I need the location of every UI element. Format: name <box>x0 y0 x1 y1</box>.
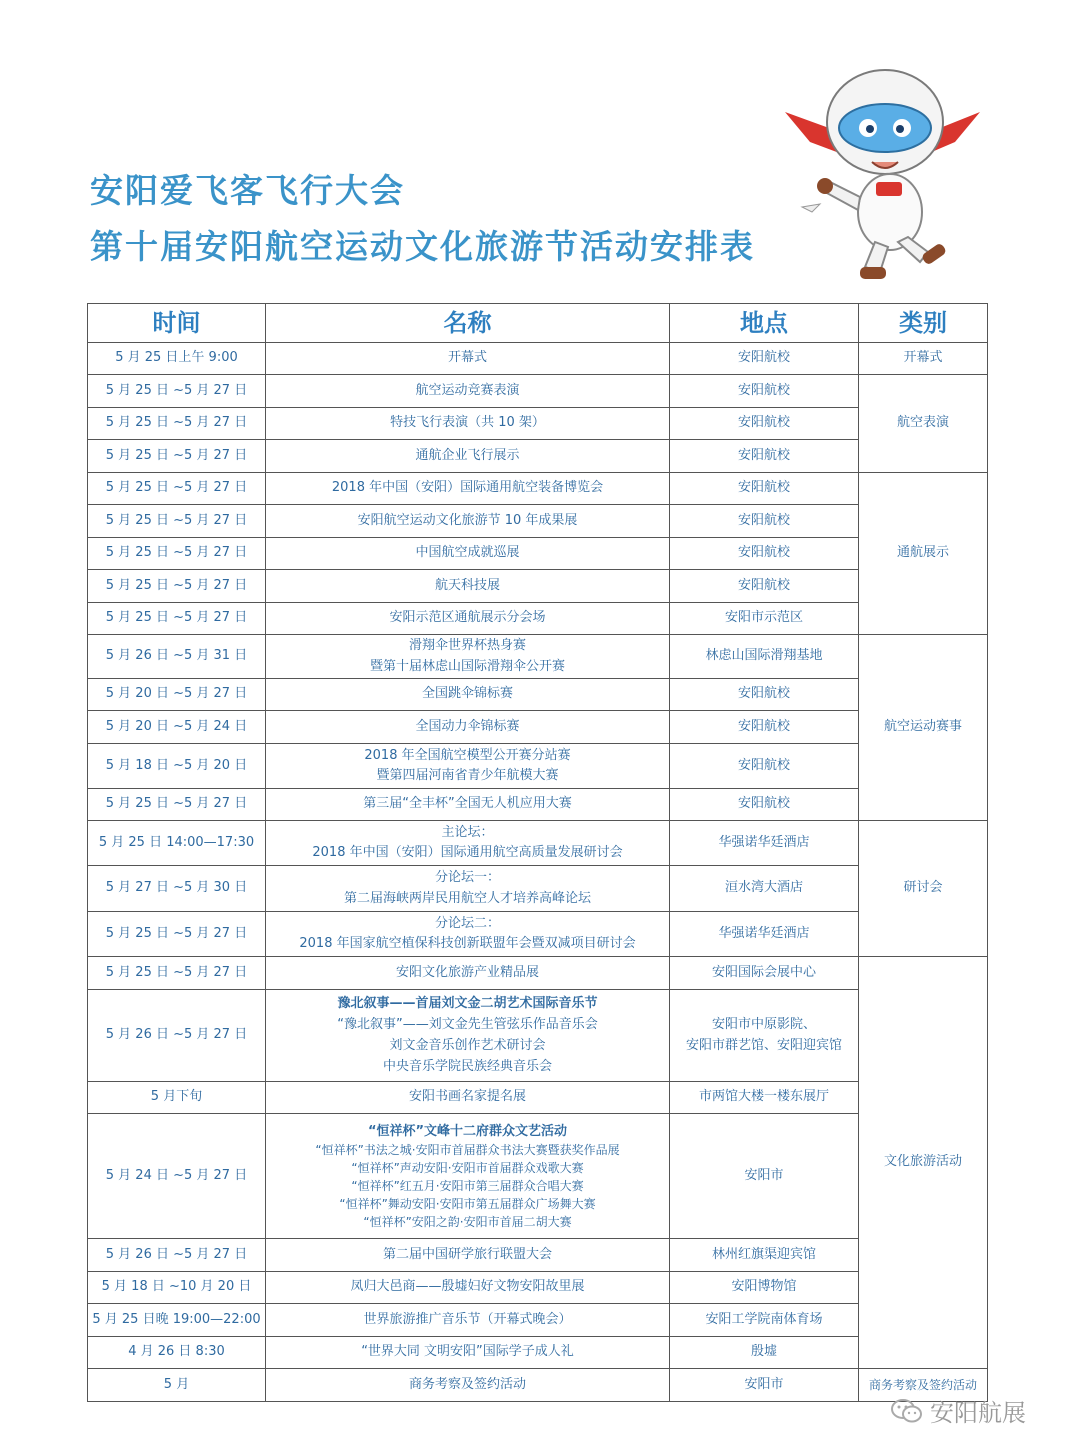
cell-name: 商务考察及签约活动 <box>266 1369 670 1402</box>
cell-name: “世界大同 文明安阳”国际学子成人礼 <box>266 1337 670 1369</box>
cell-time: 5 月 25 日 ~5 月 27 日 <box>88 408 266 440</box>
cell-place: 安阳航校 <box>670 570 859 603</box>
cell-place: 林州红旗渠迎宾馆 <box>670 1239 859 1272</box>
cell-time: 5 月下旬 <box>88 1082 266 1114</box>
cell-name: 全国动力伞锦标赛 <box>266 711 670 744</box>
table-row <box>88 570 988 603</box>
cell-name: 分论坛二： 2018 年国家航空植保科技创新联盟年会暨双减项目研讨会 <box>266 912 670 957</box>
cell-name: 世界旅游推广音乐节（开幕式晚会） <box>266 1304 670 1337</box>
cell-time: 5 月 25 日 ~5 月 27 日 <box>88 789 266 821</box>
cell-name: 特技飞行表演（共 10 架） <box>266 408 670 440</box>
cell-name: 第三届“全丰杯”全国无人机应用大赛 <box>266 789 670 821</box>
table-row <box>88 912 988 957</box>
cell-name: 分论坛一： 第二届海峡两岸民用航空人才培养高峰论坛 <box>266 866 670 912</box>
cell-time: 5 月 24 日 ~5 月 27 日 <box>88 1114 266 1239</box>
title-line-1: 安阳爱飞客飞行大会 <box>90 171 405 210</box>
table-row <box>88 821 988 866</box>
cell-place: 林虑山国际滑翔基地 <box>670 635 859 679</box>
table-row <box>88 1239 988 1272</box>
cell-place: 安阳航校 <box>670 744 859 789</box>
cell-time: 5 月 25 日 ~5 月 27 日 <box>88 603 266 635</box>
cell-place: 安阳航校 <box>670 679 859 711</box>
schedule-table <box>87 303 988 1402</box>
watermark-text: 安阳航展 <box>930 1399 1026 1427</box>
cell-category: 研讨会 <box>859 821 988 957</box>
table-row <box>88 375 988 408</box>
cell-time: 5 月 25 日 ~5 月 27 日 <box>88 570 266 603</box>
table-row <box>88 440 988 473</box>
cell-place: 华强诺华廷酒店 <box>670 912 859 957</box>
cell-place: 安阳市中原影院、 安阳市群艺馆、安阳迎宾馆 <box>670 990 859 1082</box>
cell-place: 安阳国际会展中心 <box>670 957 859 990</box>
cell-name: 凤归大邑商——殷墟妇好文物安阳故里展 <box>266 1272 670 1304</box>
cell-place: 华强诺华廷酒店 <box>670 821 859 866</box>
cell-time: 5 月 25 日上午 9:00 <box>88 343 266 375</box>
cell-name: 航天科技展 <box>266 570 670 603</box>
cell-time: 5 月 27 日 ~5 月 30 日 <box>88 866 266 912</box>
cell-name: 2018 年全国航空模型公开赛分站赛 暨第四届河南省青少年航模大赛 <box>266 744 670 789</box>
cell-place: 安阳市 <box>670 1369 859 1402</box>
table-row <box>88 990 988 1082</box>
cell-time: 5 月 25 日 ~5 月 27 日 <box>88 538 266 570</box>
table-row <box>88 866 988 912</box>
cell-category: 开幕式 <box>859 343 988 375</box>
table-row <box>88 1114 988 1239</box>
watermark <box>890 1393 1026 1428</box>
table-row <box>88 343 988 375</box>
cell-name: 通航企业飞行展示 <box>266 440 670 473</box>
cell-name: 2018 年中国（安阳）国际通用航空装备博览会 <box>266 473 670 505</box>
table-row <box>88 957 988 990</box>
cell-time: 5 月 18 日 ~5 月 20 日 <box>88 744 266 789</box>
cell-time: 4 月 26 日 8:30 <box>88 1337 266 1369</box>
table-row <box>88 744 988 789</box>
cell-time: 5 月 26 日 ~5 月 27 日 <box>88 1239 266 1272</box>
table-header-row <box>88 304 988 343</box>
cell-place: 安阳航校 <box>670 440 859 473</box>
cell-time: 5 月 20 日 ~5 月 24 日 <box>88 711 266 744</box>
cell-name: 开幕式 <box>266 343 670 375</box>
table-row <box>88 1369 988 1402</box>
table-row <box>88 538 988 570</box>
title-line-2: 第十届安阳航空运动文化旅游节活动安排表 <box>90 227 755 266</box>
table-row <box>88 789 988 821</box>
cell-category: 航空运动赛事 <box>859 635 988 821</box>
cell-time: 5 月 26 日 ~5 月 27 日 <box>88 990 266 1082</box>
cell-time: 5 月 25 日晚 19:00—22:00 <box>88 1304 266 1337</box>
cell-name: 全国跳伞锦标赛 <box>266 679 670 711</box>
cell-name: 安阳示范区通航展示分会场 <box>266 603 670 635</box>
cell-place: 安阳博物馆 <box>670 1272 859 1304</box>
cell-category: 通航展示 <box>859 473 988 635</box>
table-row <box>88 1082 988 1114</box>
cell-time: 5 月 <box>88 1369 266 1402</box>
wechat-icon <box>890 1398 924 1424</box>
header-category: 类别 <box>859 304 988 343</box>
cell-time: 5 月 25 日 ~5 月 27 日 <box>88 957 266 990</box>
header-place: 地点 <box>670 304 859 343</box>
cell-name: 滑翔伞世界杯热身赛 暨第十届林虑山国际滑翔伞公开赛 <box>266 635 670 679</box>
cell-place: 安阳航校 <box>670 375 859 408</box>
table-row <box>88 473 988 505</box>
cell-place: 洹水湾大酒店 <box>670 866 859 912</box>
table-row <box>88 603 988 635</box>
cell-time: 5 月 25 日 ~5 月 27 日 <box>88 505 266 538</box>
cell-place: 安阳市 <box>670 1114 859 1239</box>
cell-place: 安阳工学院南体育场 <box>670 1304 859 1337</box>
table-row <box>88 1304 988 1337</box>
cell-name: 安阳书画名家提名展 <box>266 1082 670 1114</box>
cell-name: 第二届中国研学旅行联盟大会 <box>266 1239 670 1272</box>
header-time: 时间 <box>88 304 266 343</box>
table-row <box>88 1272 988 1304</box>
cell-name: 中国航空成就巡展 <box>266 538 670 570</box>
cell-place: 市两馆大楼一楼东展厅 <box>670 1082 859 1114</box>
cell-place: 安阳航校 <box>670 538 859 570</box>
mascot-illustration <box>780 62 990 284</box>
cell-place: 殷墟 <box>670 1337 859 1369</box>
cell-name: 豫北叙事——首届刘文金二胡艺术国际音乐节 “豫北叙事”——刘文金先生管弦乐作品音乐会 刘文金音乐创作艺术研讨会 中央音乐学院民族经典音乐会 <box>266 990 670 1082</box>
cell-time: 5 月 25 日 ~5 月 27 日 <box>88 912 266 957</box>
cell-place: 安阳航校 <box>670 343 859 375</box>
cell-place: 安阳航校 <box>670 789 859 821</box>
cell-place: 安阳航校 <box>670 408 859 440</box>
cell-name: 航空运动竞赛表演 <box>266 375 670 408</box>
cell-name: “恒祥杯”文峰十二府群众文艺活动 “恒祥杯”书法之城·安阳市首届群众书法大赛暨获奖作品展 “恒祥杯”声动安阳·安阳市首届群众戏歌大赛 “恒祥杯”红五月·安阳市第三届群众合唱大赛 “恒祥杯”舞动安阳·安阳市第五届群众广场舞大赛 “恒祥杯”安阳之韵·安阳市首届二胡大赛 <box>266 1114 670 1239</box>
cell-category: 航空表演 <box>859 375 988 473</box>
cell-name: 安阳文化旅游产业精品展 <box>266 957 670 990</box>
table-row <box>88 408 988 440</box>
cell-category: 文化旅游活动 <box>859 957 988 1369</box>
cell-place: 安阳航校 <box>670 505 859 538</box>
header-name: 名称 <box>266 304 670 343</box>
cell-place: 安阳航校 <box>670 711 859 744</box>
cell-time: 5 月 26 日 ~5 月 31 日 <box>88 635 266 679</box>
table-row <box>88 1337 988 1369</box>
table-row <box>88 711 988 744</box>
cell-time: 5 月 20 日 ~5 月 27 日 <box>88 679 266 711</box>
cell-place: 安阳航校 <box>670 473 859 505</box>
cell-time: 5 月 18 日 ~10 月 20 日 <box>88 1272 266 1304</box>
cell-category: 商务考察及签约活动 <box>859 1369 988 1402</box>
table-row <box>88 505 988 538</box>
cell-name: 主论坛： 2018 年中国（安阳）国际通用航空高质量发展研讨会 <box>266 821 670 866</box>
cell-time: 5 月 25 日 ~5 月 27 日 <box>88 473 266 505</box>
cell-place: 安阳市示范区 <box>670 603 859 635</box>
cell-time: 5 月 25 日 ~5 月 27 日 <box>88 440 266 473</box>
cell-name: 安阳航空运动文化旅游节 10 年成果展 <box>266 505 670 538</box>
cell-time: 5 月 25 日 ~5 月 27 日 <box>88 375 266 408</box>
table-row <box>88 679 988 711</box>
table-row <box>88 635 988 679</box>
cell-time: 5 月 25 日 14:00—17:30 <box>88 821 266 866</box>
